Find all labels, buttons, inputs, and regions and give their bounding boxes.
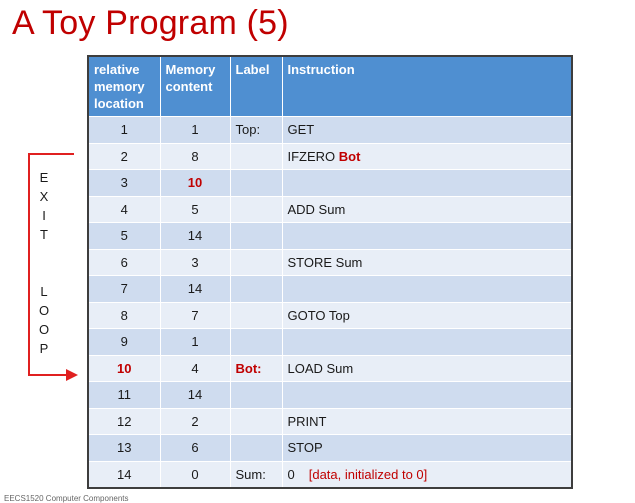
cell-content: 4 xyxy=(160,355,230,382)
cell-label xyxy=(230,223,282,250)
instruction-note: [data, initialized to 0] xyxy=(308,466,428,482)
cell-content: 10 xyxy=(160,170,230,197)
cell-location: 2 xyxy=(88,143,160,170)
cell-label xyxy=(230,435,282,462)
instruction-target: Bot xyxy=(338,148,361,164)
instruction-text: STORE Sum xyxy=(287,254,363,270)
loop-letter: L xyxy=(40,284,48,299)
cell-location: 7 xyxy=(88,276,160,303)
cell-instruction xyxy=(282,382,572,409)
program-table xyxy=(87,55,573,489)
exit-letter: E xyxy=(39,170,49,185)
loop-letter: O xyxy=(38,322,50,337)
cell-label xyxy=(230,408,282,435)
cell-label xyxy=(230,276,282,303)
cell-location: 9 xyxy=(88,329,160,356)
header-label: Label xyxy=(230,56,282,117)
cell-label xyxy=(230,143,282,170)
header-instruction: Instruction xyxy=(282,56,572,117)
arrow-top-segment xyxy=(28,153,74,155)
instruction-text: GET xyxy=(287,122,315,138)
instruction-text: LOAD Sum xyxy=(287,360,354,376)
table-row xyxy=(88,382,572,409)
instruction-text: IFZERO xyxy=(287,148,336,164)
instruction-text: 0 xyxy=(287,466,295,482)
cell-instruction xyxy=(282,143,572,170)
slide-footer: EECS1520 Computer Components xyxy=(4,494,129,503)
cell-label xyxy=(230,170,282,197)
cell-instruction xyxy=(282,170,572,197)
exit-letter: X xyxy=(39,189,49,204)
cell-content: 3 xyxy=(160,249,230,276)
cell-instruction xyxy=(282,461,572,488)
cell-content: 7 xyxy=(160,302,230,329)
cell-location: 3 xyxy=(88,170,160,197)
exit-letter: I xyxy=(42,208,46,223)
cell-instruction xyxy=(282,249,572,276)
arrow-head-icon xyxy=(66,369,78,381)
exit-letter: T xyxy=(40,227,48,242)
cell-instruction xyxy=(282,276,572,303)
cell-location: 10 xyxy=(88,355,160,382)
instruction-text: STOP xyxy=(287,440,323,456)
table-row xyxy=(88,223,572,250)
table-row xyxy=(88,461,572,488)
cell-content: 14 xyxy=(160,223,230,250)
cell-location: 11 xyxy=(88,382,160,409)
table-row xyxy=(88,143,572,170)
cell-location: 1 xyxy=(88,117,160,144)
cell-label xyxy=(230,302,282,329)
cell-content: 0 xyxy=(160,461,230,488)
table-row xyxy=(88,302,572,329)
arrow-vertical-segment xyxy=(28,153,30,375)
cell-location: 5 xyxy=(88,223,160,250)
table-row xyxy=(88,276,572,303)
cell-label xyxy=(230,382,282,409)
slide-title: A Toy Program (5) xyxy=(12,4,289,42)
cell-label xyxy=(230,196,282,223)
cell-instruction xyxy=(282,408,572,435)
cell-instruction xyxy=(282,329,572,356)
exit-letter-gap xyxy=(36,244,52,282)
cell-instruction xyxy=(282,117,572,144)
table-header-row xyxy=(88,56,572,117)
cell-instruction xyxy=(282,302,572,329)
cell-content: 6 xyxy=(160,435,230,462)
exit-loop-label xyxy=(36,168,52,358)
arrow-bottom-segment xyxy=(28,374,70,376)
table-row xyxy=(88,117,572,144)
cell-content: 14 xyxy=(160,276,230,303)
table-row xyxy=(88,196,572,223)
cell-instruction xyxy=(282,223,572,250)
instruction-text: GOTO Top xyxy=(287,307,350,323)
cell-instruction xyxy=(282,196,572,223)
table-row xyxy=(88,435,572,462)
cell-content: 14 xyxy=(160,382,230,409)
cell-content: 5 xyxy=(160,196,230,223)
cell-label xyxy=(230,329,282,356)
cell-label: Bot: xyxy=(230,355,282,382)
cell-label: Top: xyxy=(230,117,282,144)
cell-location: 4 xyxy=(88,196,160,223)
cell-location: 12 xyxy=(88,408,160,435)
cell-location: 14 xyxy=(88,461,160,488)
cell-location: 13 xyxy=(88,435,160,462)
table-row xyxy=(88,355,572,382)
instruction-text: ADD Sum xyxy=(287,201,346,217)
table-row xyxy=(88,329,572,356)
table-row xyxy=(88,249,572,276)
cell-content: 8 xyxy=(160,143,230,170)
cell-content: 1 xyxy=(160,329,230,356)
cell-content: 1 xyxy=(160,117,230,144)
instruction-text: PRINT xyxy=(287,413,327,429)
cell-content: 2 xyxy=(160,408,230,435)
table-row xyxy=(88,170,572,197)
cell-label xyxy=(230,249,282,276)
cell-location: 8 xyxy=(88,302,160,329)
loop-letter: P xyxy=(39,341,49,356)
loop-letter: O xyxy=(38,303,50,318)
cell-instruction xyxy=(282,435,572,462)
cell-location: 6 xyxy=(88,249,160,276)
cell-label: Sum: xyxy=(230,461,282,488)
cell-instruction xyxy=(282,355,572,382)
table-row xyxy=(88,408,572,435)
header-location: relative memory location xyxy=(88,56,160,117)
header-content: Memory content xyxy=(160,56,230,117)
